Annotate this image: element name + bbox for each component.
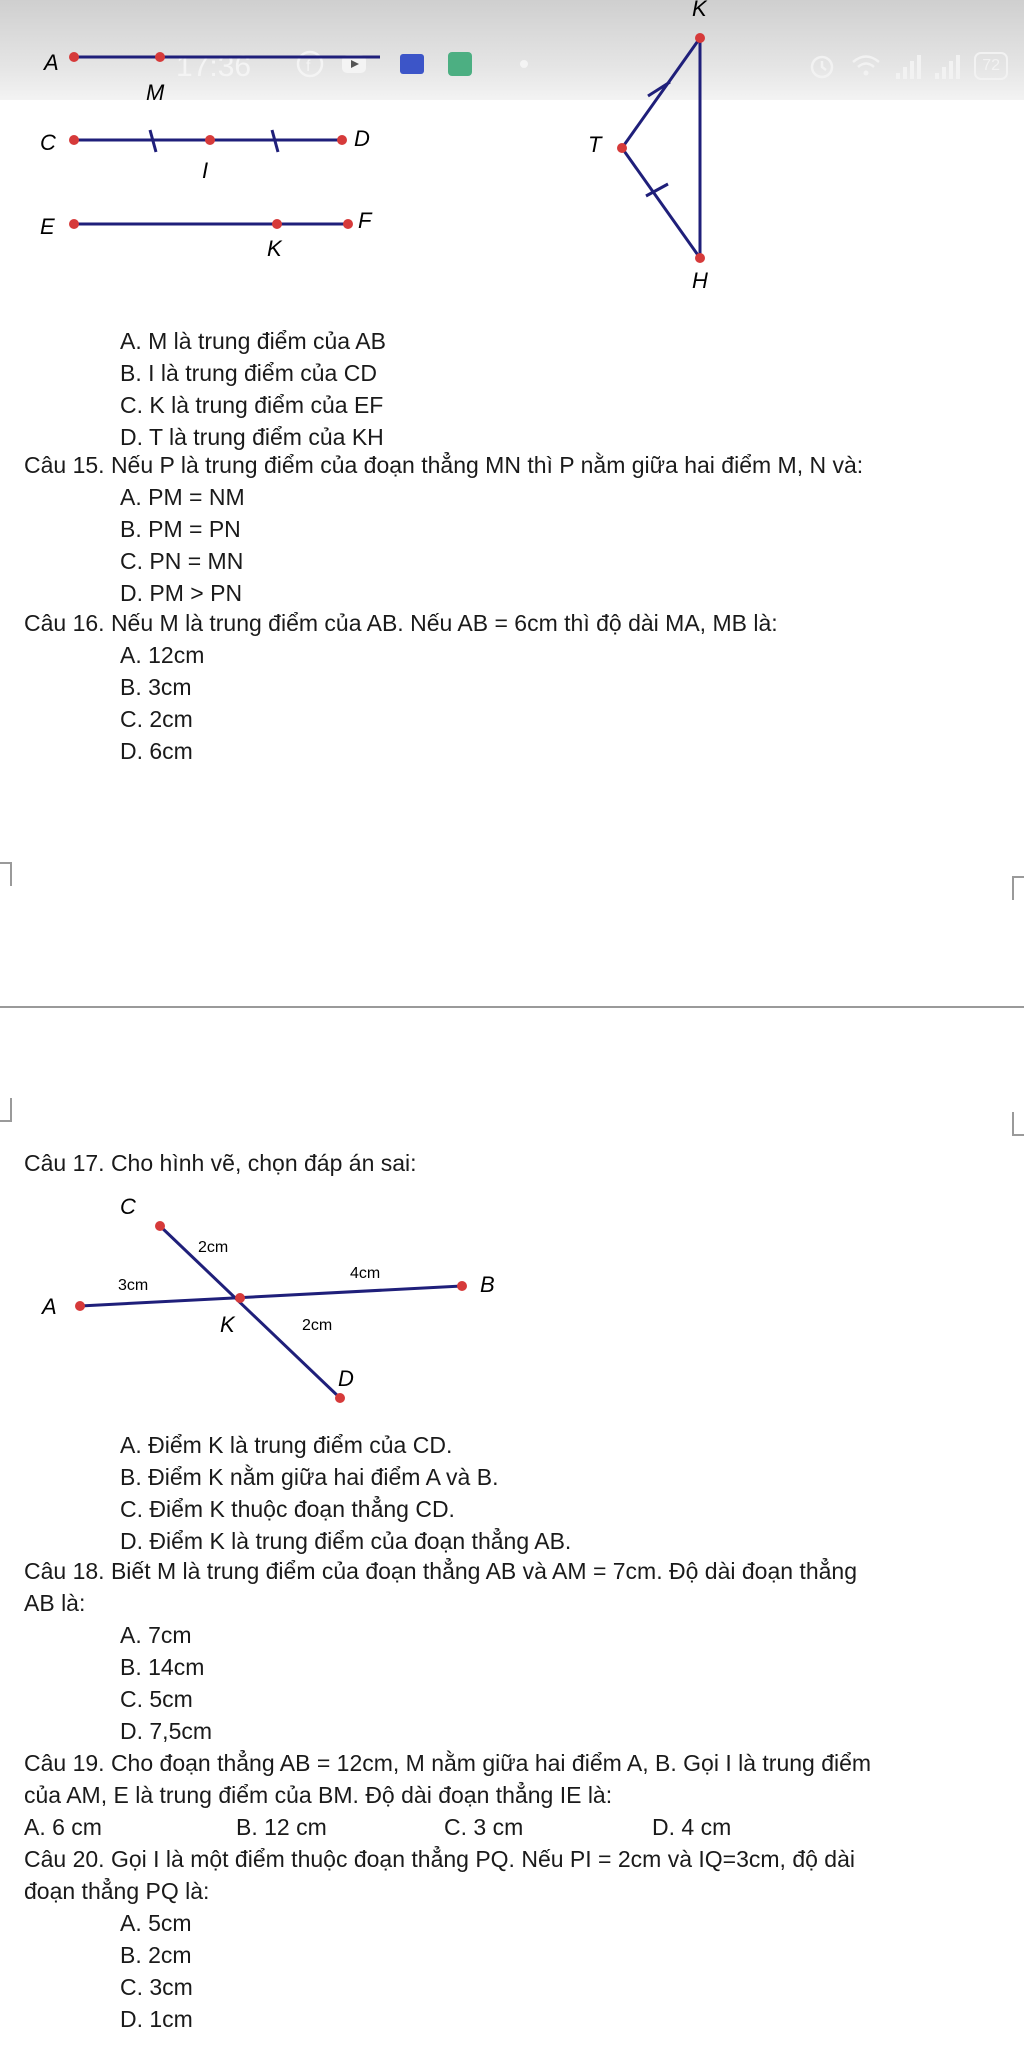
q18-option-d: D. 7,5cm [120, 1718, 213, 1744]
q16-option-b: B. 3cm [120, 674, 192, 700]
q15-option-b: B. PM = PN [120, 516, 241, 542]
q17-label-k: K [220, 1312, 235, 1337]
q15-option-a: A. PM = NM [120, 484, 245, 510]
q14-option-a: A. M là trung điểm của AB [120, 328, 386, 354]
label-i: I [202, 158, 209, 183]
point-m [155, 52, 165, 62]
q16-option-c: C. 2cm [120, 706, 193, 732]
svg-text:f: f [306, 58, 311, 75]
page-corner [0, 862, 12, 886]
q20-option-b: B. 2cm [120, 1942, 192, 1968]
q19-option-b: B. 12 cm [236, 1814, 327, 1840]
q20-option-d: D. 1cm [120, 2006, 193, 2032]
q16-option-d: D. 6cm [120, 738, 193, 764]
q17-label-b: B [480, 1272, 495, 1297]
q14-option-d: D. T là trung điểm của KH [120, 424, 384, 450]
q17-point-b [457, 1281, 467, 1291]
label-d: D [354, 126, 370, 151]
status-time: 17:36 [176, 50, 252, 83]
q17-label-c: C [120, 1194, 136, 1219]
q17-point-c [155, 1221, 165, 1231]
point-t [617, 143, 627, 153]
q17-len-kb: 4cm [350, 1265, 381, 1282]
q17-point-d [335, 1393, 345, 1403]
label-c: C [40, 130, 56, 155]
q14-option-c: C. K là trung điểm của EF [120, 392, 384, 418]
q19-text-line1: Câu 19. Cho đoạn thẳng AB = 12cm, M nằm giữa hai điểm A, B. Gọi I là trung điểm [24, 1750, 872, 1776]
point-h [695, 253, 705, 263]
q17-label-a: A [42, 1294, 57, 1319]
point-k [272, 219, 282, 229]
q18-option-c: C. 5cm [120, 1686, 193, 1712]
battery-indicator: 72 [974, 52, 1008, 80]
q16-option-a: A. 12cm [120, 642, 205, 668]
q17-len-ck: 2cm [198, 1239, 229, 1256]
figure-q17 [0, 1180, 1024, 1410]
q19-option-d: D. 4 cm [652, 1814, 732, 1840]
q15-option-d: D. PM > PN [120, 580, 243, 606]
q17-point-a [75, 1301, 85, 1311]
q19-option-a: A. 6 cm [24, 1814, 102, 1840]
label-h: H [692, 268, 708, 293]
label-f: F [358, 208, 372, 233]
point-top-k [695, 33, 705, 43]
q18-option-b: B. 14cm [120, 1654, 205, 1680]
label-t: T [588, 132, 602, 157]
page-divider [0, 1006, 1024, 1008]
q20-option-c: C. 3cm [120, 1974, 193, 2000]
q14-option-b: B. I là trung điểm của CD [120, 360, 377, 386]
q16-text: Câu 16. Nếu M là trung điểm của AB. Nếu AB = 6cm thì độ dài MA, MB là: [24, 610, 778, 636]
point-f [343, 219, 353, 229]
q20-text-line2: đoạn thẳng PQ là: [24, 1878, 210, 1904]
label-m: M [146, 80, 165, 105]
label-top-k: K [692, 0, 707, 21]
page-corner [0, 1098, 12, 1122]
q17-len-ak: 3cm [118, 1277, 149, 1294]
q17-option-a: A. Điểm K là trung điểm của CD. [120, 1432, 453, 1458]
point-a [69, 52, 79, 62]
point-i [205, 135, 215, 145]
q17-label-d: D [338, 1366, 354, 1391]
point-e [69, 219, 79, 229]
label-k: K [267, 236, 282, 261]
q18-text-line2: AB là: [24, 1590, 86, 1616]
point-c [69, 135, 79, 145]
figure-segments-top [0, 0, 1024, 300]
q17-point-k [235, 1293, 245, 1303]
q18-text-line1: Câu 18. Biết M là trung điểm của đoạn thẳng AB và AM = 7cm. Độ dài đoạn thẳng [24, 1558, 857, 1584]
q15-text: Câu 15. Nếu P là trung điểm của đoạn thẳng MN thì P nằm giữa hai điểm M, N và: [24, 452, 864, 478]
page-corner [1012, 876, 1024, 900]
q17-len-kd: 2cm [302, 1317, 333, 1334]
q17-option-c: C. Điểm K thuộc đoạn thẳng CD. [120, 1496, 455, 1522]
label-a: A [44, 50, 59, 75]
q17-option-d: D. Điểm K là trung điểm của đoạn thẳng AB. [120, 1528, 572, 1554]
q17-text: Câu 17. Cho hình vẽ, chọn đáp án sai: [24, 1150, 417, 1176]
q20-option-a: A. 5cm [120, 1910, 192, 1936]
q15-option-c: C. PN = MN [120, 548, 244, 574]
q17-option-b: B. Điểm K nằm giữa hai điểm A và B. [120, 1464, 499, 1490]
q18-option-a: A. 7cm [120, 1622, 192, 1648]
label-e: E [40, 214, 55, 239]
page-corner [1012, 1112, 1024, 1136]
q19-text-line2: của AM, E là trung điểm của BM. Độ dài đoạn thẳng IE là: [24, 1782, 613, 1808]
q20-text-line1: Câu 20. Gọi I là một điểm thuộc đoạn thẳng PQ. Nếu PI = 2cm và IQ=3cm, độ dài [24, 1846, 855, 1872]
q19-option-c: C. 3 cm [444, 1814, 524, 1840]
point-d [337, 135, 347, 145]
